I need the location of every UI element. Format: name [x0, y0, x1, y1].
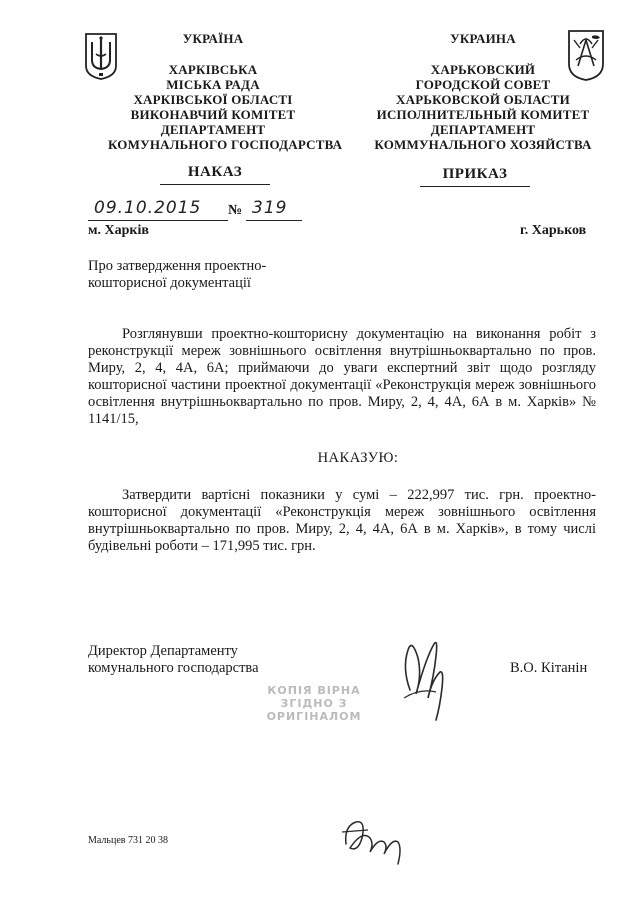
doc-type-right: ПРИКАЗ [442, 166, 508, 182]
stamp-line2: ЗГІДНО З [280, 697, 348, 710]
header-right-country: УКРАИНА [450, 31, 516, 46]
signatory-position [88, 643, 348, 677]
order-word: НАКАЗУЮ: [317, 450, 399, 466]
signatory-name: В.О. Кітанін [510, 660, 588, 676]
header-left-line1: ХАРКІВСЬКА [168, 62, 258, 77]
position-line2: комунального господарства [88, 660, 259, 676]
number-label: № [228, 203, 243, 218]
header-right-line2: ГОРОДСКОЙ СОВЕТ [415, 77, 551, 92]
stamp-line3: ОРИГІНАЛОМ [266, 710, 362, 723]
number-underline [246, 220, 302, 221]
executor-initials-mark [340, 808, 410, 868]
header-right-line4: ИСПОЛНИТЕЛЬНЫЙ КОМИТЕТ [376, 107, 590, 122]
subject [88, 258, 348, 292]
body-paragraph-1: Розглянувши проектно-кошторисну документацію на виконання робіт з реконструкції мереж зовнішнього освітлення внутрішньоквартально по пров. Миру, 2, 4, 4А, 6А; приймаючи до уваги експертний звіт щодо розгляду кошторисної частини проектної документації «Реконструкція мереж зовнішнього освітлення внутрішньоквартально по пров. Миру, 2, 4, 4А, 6А в м. Харків» № 1141/15, [88, 326, 596, 427]
order-number: 319 [252, 198, 288, 218]
executor-line: Мальцев 731 20 38 [88, 835, 168, 846]
header-right-line1: ХАРЬКОВСКИЙ [430, 62, 536, 77]
handwritten-signature [396, 628, 456, 724]
header-left-line6: КОМУНАЛЬНОГО ГОСПОДАРСТВА [108, 137, 343, 152]
header-right-line5: ДЕПАРТАМЕНТ [430, 122, 536, 137]
divider [160, 184, 270, 185]
city-left: м. Харків [88, 223, 149, 238]
header-left-line3: ХАРКІВСЬКОЇ ОБЛАСТІ [133, 92, 293, 107]
body-paragraph-2: Затвердити вартісні показники у сумі – 222,997 тис. грн. проектно-кошторисної документації «Реконструкція мереж зовнішнього освітлення внутрішньоквартально по пров. Миру, 2, 4, 4А, 6А в м. Харків», в тому числі будівельні роботи – 171,995 тис. грн. [88, 487, 596, 554]
header-left-line4: ВИКОНАВЧИЙ КОМІТЕТ [130, 107, 296, 122]
divider [420, 186, 530, 187]
header-right [368, 31, 598, 152]
date-underline [88, 220, 228, 221]
order-date: 09.10.2015 [94, 198, 202, 218]
city-right: г. Харьков [520, 223, 587, 238]
header-right-line6: КОММУНАЛЬНОГО ХОЗЯЙСТВА [374, 137, 592, 152]
header-left-line5: ДЕПАРТАМЕНТ [160, 122, 266, 137]
subject-line1: Про затвердження проектно- [88, 258, 267, 274]
subject-line2: кошторисної документації [88, 275, 251, 291]
stamp-line1: КОПІЯ ВІРНА [267, 684, 361, 697]
copy-stamp [262, 684, 366, 723]
header-right-line3: ХАРЬКОВСКОЙ ОБЛАСТИ [396, 92, 570, 107]
header-left-line2: МІСЬКА РАДА [166, 77, 260, 92]
doc-type-left: НАКАЗ [187, 164, 243, 180]
header-left [108, 31, 343, 152]
position-line1: Директор Департаменту [88, 643, 238, 659]
header-left-country: УКРАЇНА [182, 31, 244, 46]
